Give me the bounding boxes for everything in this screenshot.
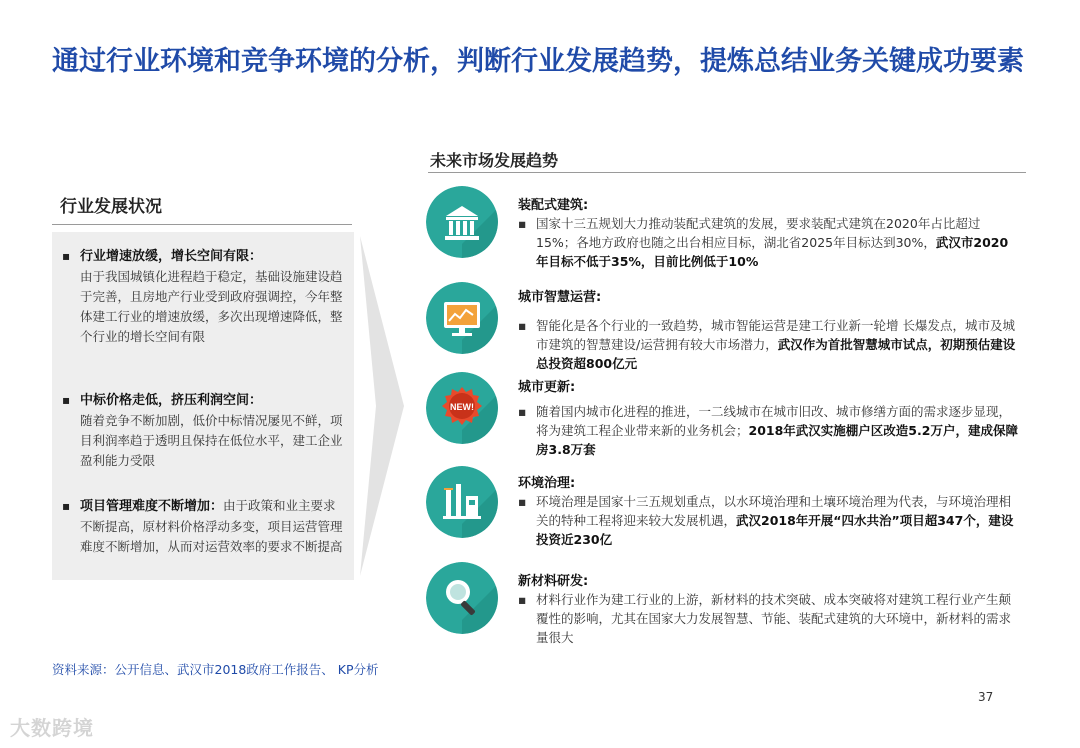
status-item (62, 246, 344, 347)
building-columns-icon (426, 186, 498, 258)
status-item-heading: 中标价格走低，挤压利润空间： (80, 393, 263, 408)
trend-highlight: 2018年武汉实施棚户区改造5.2万户，建成保障房3.8万套 (536, 423, 1018, 457)
page-number: 37 (978, 690, 994, 704)
trend-body: ▪ 环境治理是国家十三五规划重点，以水环境治理和土壤环境治理为代表，与环境治理相关的特种工程将迎来较大发展机遇，武汉2018年开展“四水共治”项目超347个，建设投资近230亿 (518, 494, 1014, 547)
page-title: 通过行业环境和竞争环境的分析，判断行业发展趋势，提炼总结业务关键成功要素 (52, 46, 1024, 77)
status-item (62, 496, 344, 557)
trend-body: ▪ 国家十三五规划大力推动装配式建筑的发展，要求装配式建筑在2020年占比超过15%；各地方政府也随之出台相应目标，湖北省2025年目标达到30%，武汉市2020年目标不低于35%，目前比例低于10% (518, 216, 1009, 269)
trend-body: ▪ 随着国内城市化进程的推进，一二线城市在城市旧改、城市修缮方面的需求逐步显现，将为建筑工程企业带来新的业务机会；2018年武汉实施棚户区改造5.2万户，建成保障房3.8万套 (518, 404, 1018, 457)
trend-highlight: 武汉市2020年目标不低于35%，目前比例低于10% (536, 235, 1009, 269)
left-section-header: 行业发展状况 (60, 197, 162, 217)
trend-text: 材料行业作为建工行业的上游，新材料的技术突破、成本突破将对建筑工程行业产生颠覆性的影响，尤其在国家大力发展智慧、节能、装配式建筑的大环境中，新材料的需求量很大 (536, 592, 1012, 645)
trend-body: ▪ 材料行业作为建工行业的上游，新材料的技术突破、成本突破将对建筑工程行业产生颠覆性的影响，尤其在国家大力发展智慧、节能、装配式建筑的大环境中，新材料的需求量很大 (518, 592, 1012, 645)
trend-title: 装配式建筑: (518, 198, 589, 213)
factory-icon (426, 466, 498, 538)
trend-title: 新材料研发: (518, 574, 589, 589)
source-note: 资料来源：公开信息、武汉市2018政府工作报告、 KP分析 (52, 662, 379, 677)
watermark: 大数跨境 (10, 716, 94, 740)
status-item-heading: 行业增速放缓，增长空间有限： (80, 249, 263, 264)
new-badge-text: NEW! (450, 402, 474, 412)
trend-highlight: 武汉作为首批智慧城市试点，初期预估建设总投资超800亿元 (536, 337, 1016, 371)
right-section-header: 未来市场发展趋势 (430, 151, 559, 170)
status-item (62, 390, 344, 471)
trend-body: ▪ 智能化是各个行业的一致趋势，城市智能运营是建工行业新一轮增 长爆发点，城市及城市建筑的智慧建设/运营拥有较大市场潜力，武汉作为首批智慧城市试点，初期预估建设总投资超800亿元 (518, 318, 1016, 371)
bullet: ▪ (62, 249, 71, 263)
right-divider (428, 172, 1026, 173)
industry-status-panel (52, 232, 354, 580)
bullet: ▪ (62, 393, 71, 407)
trend-text: 随着国内城市化进程的推进，一二线城市在城市旧改、城市修缮方面的需求逐步显现，将为建筑工程企业带来新的业务机会； (536, 404, 1012, 438)
chevron-arrow-icon (360, 236, 408, 576)
monitor-chart-icon (426, 282, 498, 354)
left-divider (52, 224, 352, 225)
new-badge-icon (426, 372, 498, 444)
status-item-text: 由于我国城镇化进程趋于稳定，基础设施建设趋于完善，且房地产行业受到政府强调控，今年整体建工行业的增速放缓，多次出现增速降低，整个行业的增长空间有限 (80, 269, 343, 344)
trend-text: 智能化是各个行业的一致趋势，城市智能运营是建工行业新一轮增 长爆发点，城市及城市建筑的智慧建设/运营拥有较大市场潜力， (536, 318, 1015, 352)
bullet: ▪ (62, 499, 71, 513)
status-item-heading: 项目管理难度不断增加： (80, 499, 224, 514)
magnifier-icon (426, 562, 498, 634)
trend-highlight: 武汉2018年开展“四水共治”项目超347个，建设投资近230亿 (536, 513, 1014, 547)
trend-title: 城市智慧运营: (518, 290, 602, 305)
trend-text: 国家十三五规划大力推动装配式建筑的发展，要求装配式建筑在2020年占比超过15%；各地方政府也随之出台相应目标，湖北省2025年目标达到30%， (536, 216, 981, 250)
trend-title: 环境治理: (518, 476, 576, 491)
trend-title: 城市更新: (518, 380, 576, 395)
status-item-text: 由于政策和业主要求不断提高，原材料价格浮动多变，项目运营管理难度不断增加，从而对运营效率的要求不断提高 (80, 498, 343, 554)
trend-text: 环境治理是国家十三五规划重点，以水环境治理和土壤环境治理为代表，与环境治理相关的特种工程将迎来较大发展机遇， (536, 494, 1012, 528)
status-item-text: 随着竞争不断加剧，低价中标情况屡见不鲜，项目利润率趋于透明且保持在低位水平，建工企业盈利能力受限 (80, 413, 343, 468)
